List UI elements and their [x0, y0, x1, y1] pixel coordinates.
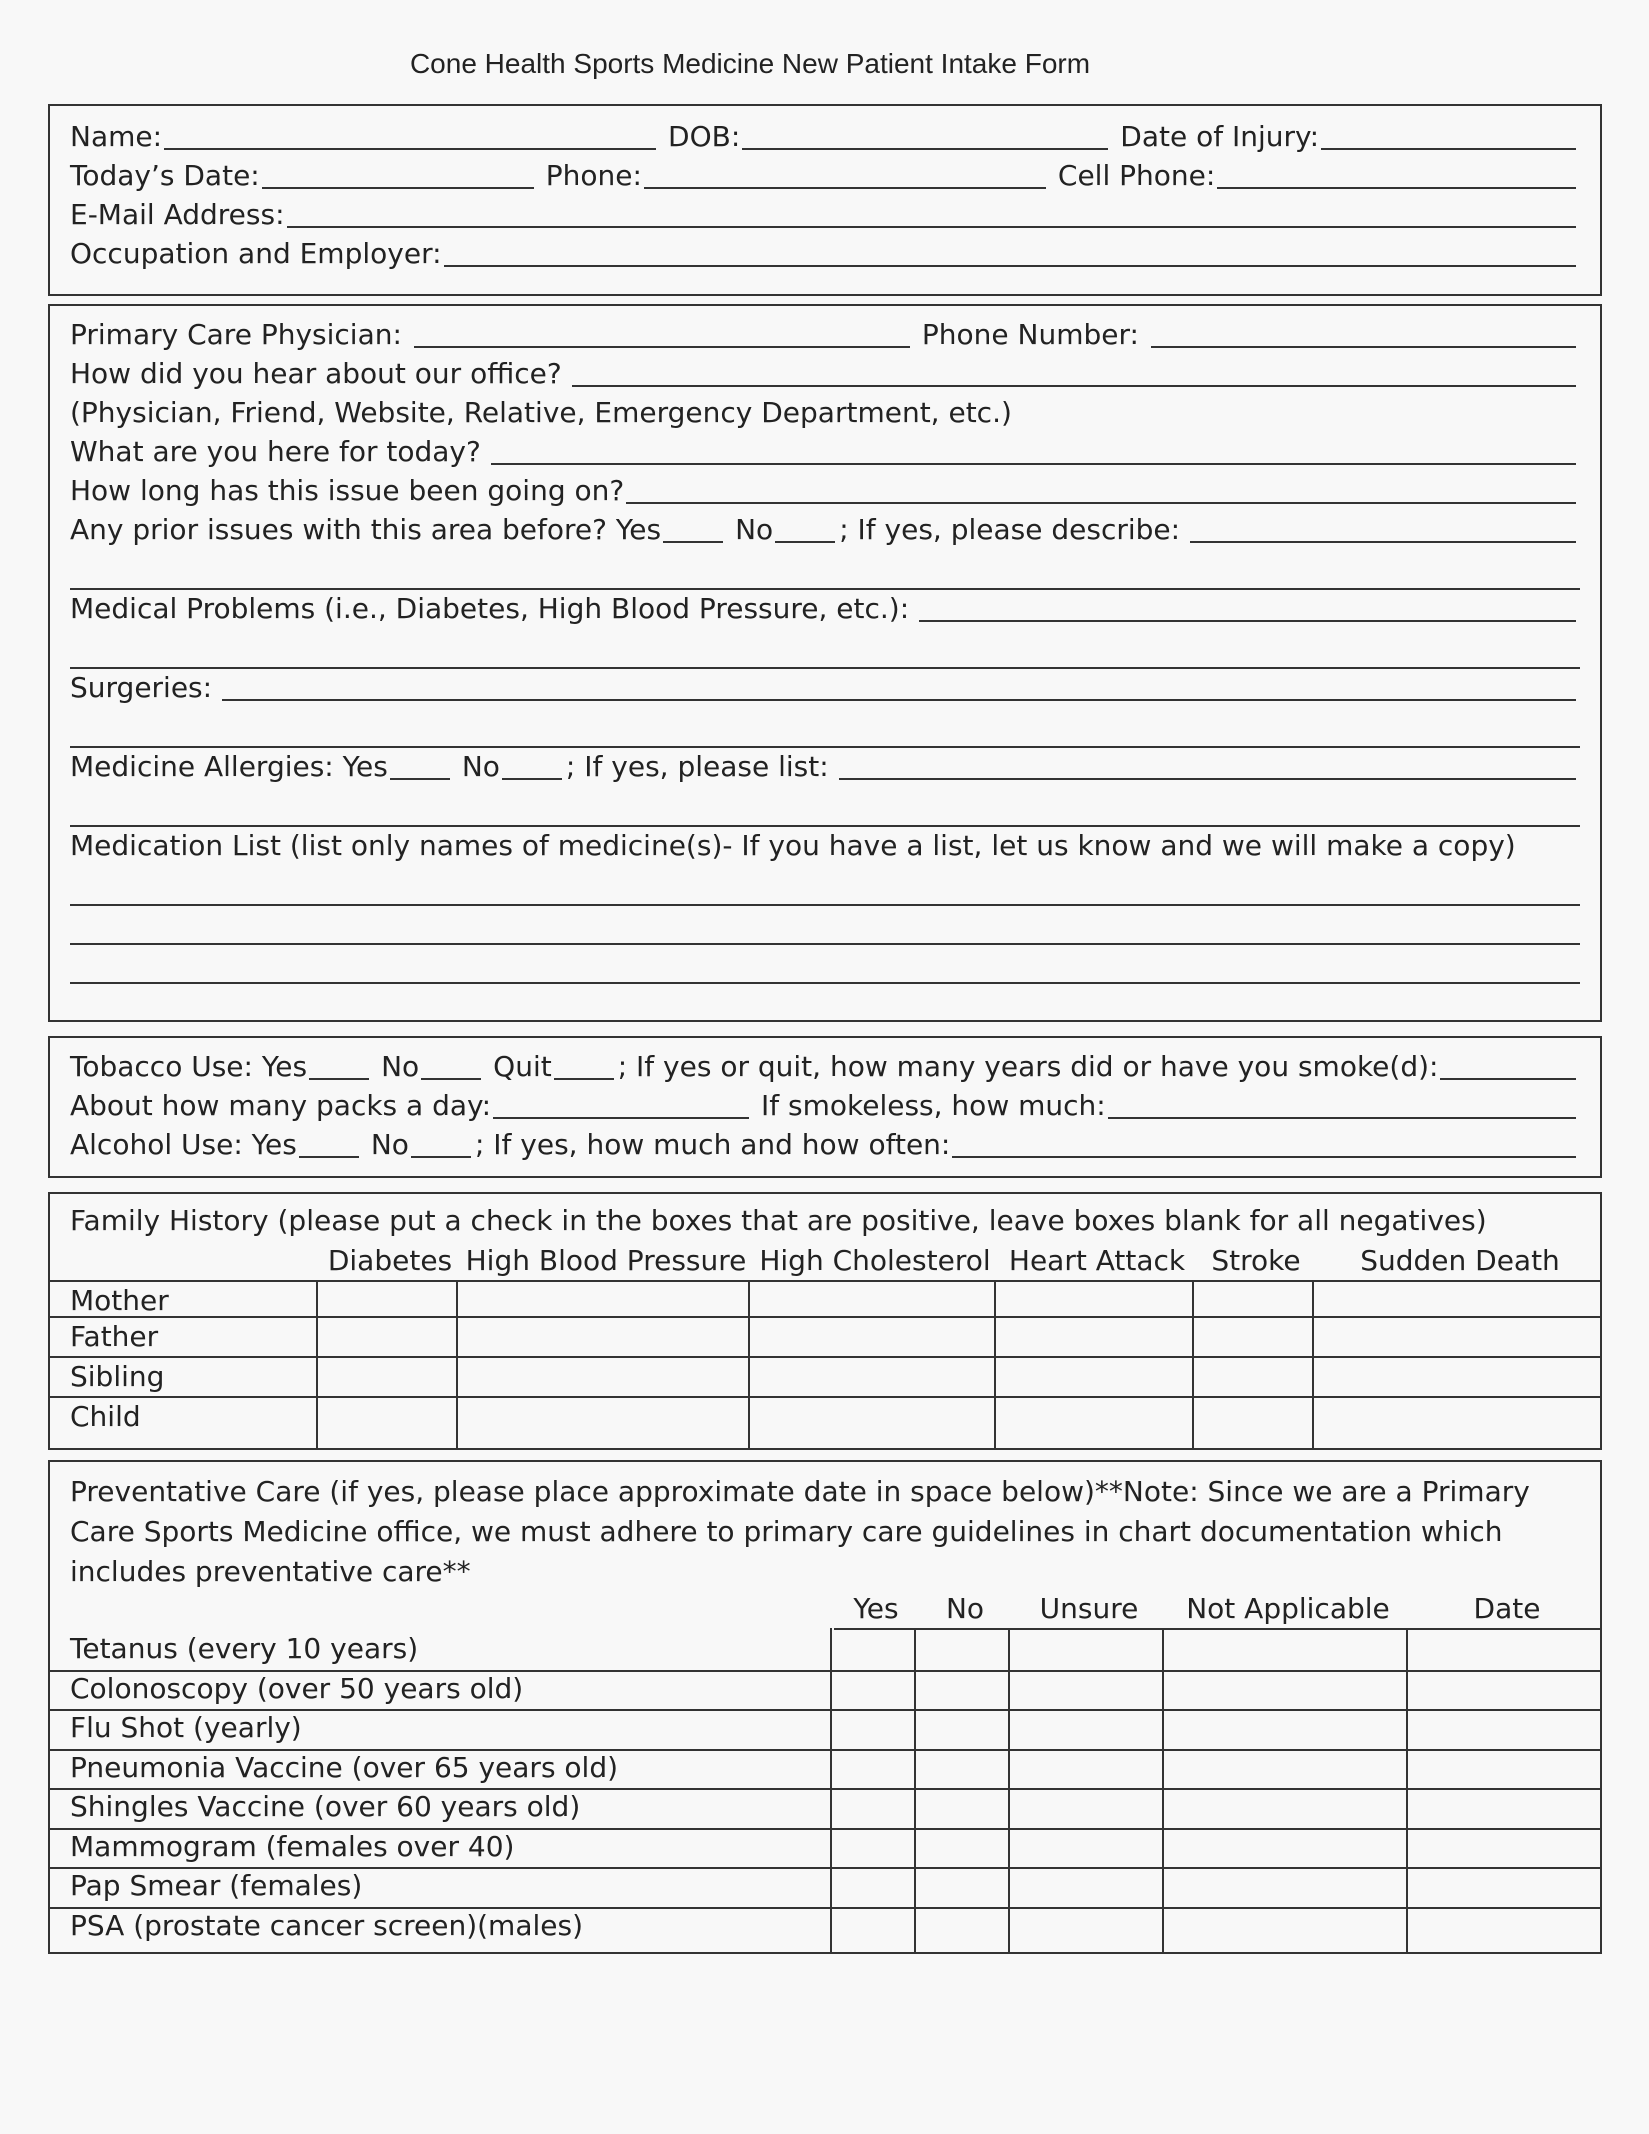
- form-title: Cone Health Sports Medicine New Patient Intake Form: [409, 48, 1091, 79]
- preventative-answer-cell[interactable]: [1010, 1790, 1160, 1824]
- medical-problems-line[interactable]: [70, 667, 1580, 669]
- preventative-answer-cell[interactable]: [916, 1632, 1006, 1666]
- todays-date-field[interactable]: [262, 159, 534, 189]
- prior-describe-label: ; If yes, please describe:: [839, 513, 1181, 546]
- phone-label: Phone:: [545, 159, 642, 192]
- medication-line-3[interactable]: [70, 982, 1580, 984]
- tobacco-alcohol-section: [48, 1036, 1602, 1178]
- allergies-yes-field[interactable]: [390, 750, 450, 780]
- family-checkbox-cell[interactable]: [996, 1282, 1190, 1314]
- preventative-answer-cell[interactable]: [1408, 1790, 1598, 1824]
- preventative-answer-cell[interactable]: [832, 1632, 912, 1666]
- preventative-row-label: PSA (prostate cancer screen)(males): [70, 1908, 583, 1942]
- preventative-answer-cell[interactable]: [1010, 1909, 1160, 1943]
- family-checkbox-cell[interactable]: [1194, 1318, 1310, 1354]
- how-long-label: How long has this issue been going on?: [70, 474, 625, 507]
- preventative-column-header: Date: [1473, 1592, 1541, 1625]
- preventative-answer-cell[interactable]: [916, 1909, 1006, 1943]
- tobacco-use-label: Tobacco Use: Yes: [70, 1050, 308, 1083]
- preventative-answer-cell[interactable]: [1010, 1830, 1160, 1864]
- preventative-row-label: Pneumonia Vaccine (over 65 years old): [70, 1750, 619, 1784]
- preventative-row-label: Mammogram (females over 40): [70, 1829, 515, 1863]
- preventative-answer-cell[interactable]: [1164, 1672, 1404, 1706]
- preventative-answer-cell[interactable]: [1010, 1672, 1160, 1706]
- occupation-field[interactable]: [444, 237, 1576, 267]
- medical-problems-label: Medical Problems (i.e., Diabetes, High Blood Pressure, etc.):: [70, 592, 910, 625]
- family-history-heading: Family History (please put a check in the boxes that are positive, leave boxes blank for all negatives): [70, 1204, 1487, 1237]
- preventative-answer-cell[interactable]: [1408, 1869, 1598, 1903]
- family-column-header: Sudden Death: [1360, 1244, 1560, 1277]
- family-row-label: Mother: [70, 1284, 169, 1317]
- preventative-answer-cell[interactable]: [1164, 1711, 1404, 1745]
- name-field[interactable]: [164, 120, 656, 150]
- tobacco-years-field[interactable]: [1440, 1050, 1576, 1080]
- tobacco-years-label: ; If yes or quit, how many years did or have you smoke(d):: [617, 1050, 1439, 1083]
- email-label: E-Mail Address:: [70, 198, 285, 231]
- surgeries-field[interactable]: [222, 671, 1576, 701]
- medication-list-label: Medication List (list only names of medicine(s)- If you have a list, let us know and we will make a copy): [70, 829, 1516, 862]
- family-checkbox-cell[interactable]: [1194, 1358, 1310, 1394]
- pcp-field[interactable]: [414, 318, 910, 348]
- prior-issues-label: Any prior issues with this area before? Yes: [70, 513, 662, 546]
- surgeries-line[interactable]: [70, 746, 1580, 748]
- preventative-answer-cell[interactable]: [916, 1830, 1006, 1864]
- preventative-grid-line: [834, 1628, 1600, 1630]
- preventative-row-label: Tetanus (every 10 years): [70, 1632, 419, 1665]
- smokeless-field[interactable]: [1108, 1089, 1576, 1119]
- cell-phone-label: Cell Phone:: [1057, 159, 1216, 192]
- dob-label: DOB:: [668, 120, 741, 153]
- preventative-care-heading: Preventative Care (if yes, please place approximate date in space below)**Note: Since we are a Primary Care Sports Medicine office, we must adhere to primary care guidelines in chart documentation which includes preventative care**: [70, 1475, 1530, 1588]
- family-checkbox-cell[interactable]: [458, 1282, 746, 1314]
- preventative-answer-cell[interactable]: [916, 1751, 1006, 1785]
- preventative-answer-cell[interactable]: [1164, 1751, 1404, 1785]
- preventative-column-header: Not Applicable: [1186, 1592, 1390, 1625]
- pcp-phone-label: Phone Number:: [921, 318, 1139, 351]
- family-column-header: Stroke: [1211, 1244, 1301, 1277]
- allergies-list-field[interactable]: [839, 750, 1576, 780]
- family-checkbox-cell[interactable]: [750, 1398, 992, 1440]
- family-column-header: Diabetes: [327, 1244, 453, 1277]
- preventative-column-header: Yes: [853, 1592, 899, 1625]
- preventative-care-section: [48, 1460, 1602, 1954]
- alcohol-how-label: ; If yes, how much and how often:: [474, 1128, 951, 1161]
- preventative-answer-cell[interactable]: [832, 1711, 912, 1745]
- smokeless-label: If smokeless, how much:: [761, 1089, 1106, 1122]
- prior-yes-field[interactable]: [663, 513, 723, 543]
- family-checkbox-cell[interactable]: [1314, 1318, 1598, 1354]
- family-column-header: Heart Attack: [1008, 1244, 1186, 1277]
- prior-describe-line[interactable]: [70, 588, 1580, 590]
- preventative-answer-cell[interactable]: [1164, 1830, 1404, 1864]
- allergies-no-field[interactable]: [502, 750, 562, 780]
- family-checkbox-cell[interactable]: [318, 1282, 454, 1314]
- phone-field[interactable]: [644, 159, 1046, 189]
- family-checkbox-cell[interactable]: [318, 1358, 454, 1394]
- family-checkbox-cell[interactable]: [750, 1358, 992, 1394]
- tobacco-yes-field[interactable]: [309, 1050, 369, 1080]
- preventative-answer-cell[interactable]: [1164, 1790, 1404, 1824]
- hear-about-hint: (Physician, Friend, Website, Relative, Emergency Department, etc.): [70, 396, 1012, 429]
- family-checkbox-cell[interactable]: [1314, 1358, 1598, 1394]
- preventative-answer-cell[interactable]: [832, 1672, 912, 1706]
- preventative-answer-cell[interactable]: [1010, 1632, 1160, 1666]
- family-checkbox-cell[interactable]: [996, 1358, 1190, 1394]
- hear-about-field[interactable]: [572, 357, 1576, 387]
- prior-describe-field[interactable]: [1190, 513, 1576, 543]
- pcp-label: Primary Care Physician:: [70, 318, 402, 351]
- alcohol-no-field[interactable]: [411, 1128, 471, 1158]
- preventative-answer-cell[interactable]: [832, 1751, 912, 1785]
- preventative-answer-cell[interactable]: [1164, 1869, 1404, 1903]
- pcp-phone-field[interactable]: [1151, 318, 1576, 348]
- preventative-answer-cell[interactable]: [916, 1711, 1006, 1745]
- family-checkbox-cell[interactable]: [1314, 1282, 1598, 1314]
- hear-about-label: How did you hear about our office?: [70, 357, 562, 390]
- tobacco-quit-field[interactable]: [554, 1050, 614, 1080]
- allergies-label: Medicine Allergies: Yes: [70, 750, 388, 783]
- preventative-answer-cell[interactable]: [1408, 1830, 1598, 1864]
- packs-field[interactable]: [493, 1089, 749, 1119]
- email-field[interactable]: [287, 198, 1576, 228]
- preventative-row-label: Shingles Vaccine (over 60 years old): [70, 1790, 581, 1823]
- family-column-header: High Cholesterol: [759, 1244, 991, 1277]
- alcohol-use-label: Alcohol Use: Yes: [70, 1128, 297, 1161]
- here-for-field[interactable]: [491, 435, 1576, 465]
- how-long-field[interactable]: [626, 474, 1576, 504]
- preventative-answer-cell[interactable]: [1408, 1711, 1598, 1745]
- medical-history-section: [48, 304, 1602, 1022]
- medication-line-1[interactable]: [70, 904, 1580, 906]
- family-history-section: [48, 1192, 1602, 1450]
- family-checkbox-cell[interactable]: [458, 1398, 746, 1440]
- alcohol-yes-field[interactable]: [299, 1128, 359, 1158]
- family-checkbox-cell[interactable]: [318, 1398, 454, 1440]
- preventative-row-label: Flu Shot (yearly): [70, 1711, 302, 1744]
- tobacco-no-label: No: [381, 1050, 420, 1083]
- family-checkbox-cell[interactable]: [458, 1318, 746, 1354]
- alcohol-no-label: No: [370, 1128, 409, 1161]
- preventative-answer-cell[interactable]: [1408, 1672, 1598, 1706]
- family-row-label: Father: [70, 1320, 159, 1353]
- packs-label: About how many packs a day:: [70, 1089, 491, 1122]
- family-checkbox-cell[interactable]: [1194, 1282, 1310, 1314]
- preventative-column-header: Unsure: [1039, 1592, 1139, 1625]
- preventative-answer-cell[interactable]: [1408, 1632, 1598, 1666]
- patient-info-section: [48, 104, 1602, 296]
- prior-no-field[interactable]: [775, 513, 835, 543]
- family-checkbox-cell[interactable]: [750, 1282, 992, 1314]
- family-checkbox-cell[interactable]: [996, 1318, 1190, 1354]
- family-checkbox-cell[interactable]: [1194, 1398, 1310, 1440]
- medical-problems-field[interactable]: [919, 592, 1576, 622]
- date-of-injury-label: Date of Injury:: [1120, 120, 1320, 153]
- preventative-answer-cell[interactable]: [1010, 1711, 1160, 1745]
- prior-no-label: No: [735, 513, 774, 546]
- tobacco-no-field[interactable]: [421, 1050, 481, 1080]
- preventative-answer-cell[interactable]: [1010, 1869, 1160, 1903]
- preventative-answer-cell[interactable]: [832, 1869, 912, 1903]
- preventative-column-header: No: [945, 1592, 985, 1625]
- surgeries-label: Surgeries:: [70, 671, 213, 704]
- family-row-label: Sibling: [70, 1360, 165, 1393]
- preventative-answer-cell[interactable]: [1408, 1909, 1598, 1943]
- preventative-answer-cell[interactable]: [1010, 1751, 1160, 1785]
- preventative-answer-cell[interactable]: [1164, 1909, 1404, 1943]
- allergies-line[interactable]: [70, 825, 1580, 827]
- preventative-answer-cell[interactable]: [832, 1830, 912, 1864]
- dob-field[interactable]: [742, 120, 1108, 150]
- preventative-answer-cell[interactable]: [832, 1909, 912, 1943]
- here-for-label: What are you here for today?: [70, 435, 481, 468]
- family-checkbox-cell[interactable]: [996, 1398, 1190, 1440]
- occupation-label: Occupation and Employer:: [70, 237, 442, 270]
- family-column-header: High Blood Pressure: [465, 1244, 747, 1277]
- preventative-answer-cell[interactable]: [832, 1790, 912, 1824]
- preventative-answer-cell[interactable]: [916, 1672, 1006, 1706]
- preventative-answer-cell[interactable]: [916, 1869, 1006, 1903]
- family-checkbox-cell[interactable]: [458, 1358, 746, 1394]
- preventative-answer-cell[interactable]: [916, 1790, 1006, 1824]
- medication-line-2[interactable]: [70, 943, 1580, 945]
- family-checkbox-cell[interactable]: [750, 1318, 992, 1354]
- tobacco-quit-label: Quit: [493, 1050, 552, 1083]
- preventative-answer-cell[interactable]: [1408, 1751, 1598, 1785]
- preventative-row-label: Pap Smear (females): [70, 1869, 363, 1902]
- todays-date-label: Today’s Date:: [70, 159, 260, 192]
- preventative-answer-cell[interactable]: [1164, 1632, 1404, 1666]
- cell-phone-field[interactable]: [1217, 159, 1576, 189]
- family-checkbox-cell[interactable]: [318, 1318, 454, 1354]
- allergies-list-label: ; If yes, please list:: [565, 750, 829, 783]
- preventative-row-label: Colonoscopy (over 50 years old): [70, 1671, 524, 1705]
- alcohol-how-field[interactable]: [952, 1128, 1576, 1158]
- family-row-label: Child: [70, 1400, 141, 1433]
- family-checkbox-cell[interactable]: [1314, 1398, 1598, 1440]
- allergies-no-label: No: [461, 750, 500, 783]
- date-of-injury-field[interactable]: [1321, 120, 1576, 150]
- name-label: Name:: [70, 120, 163, 153]
